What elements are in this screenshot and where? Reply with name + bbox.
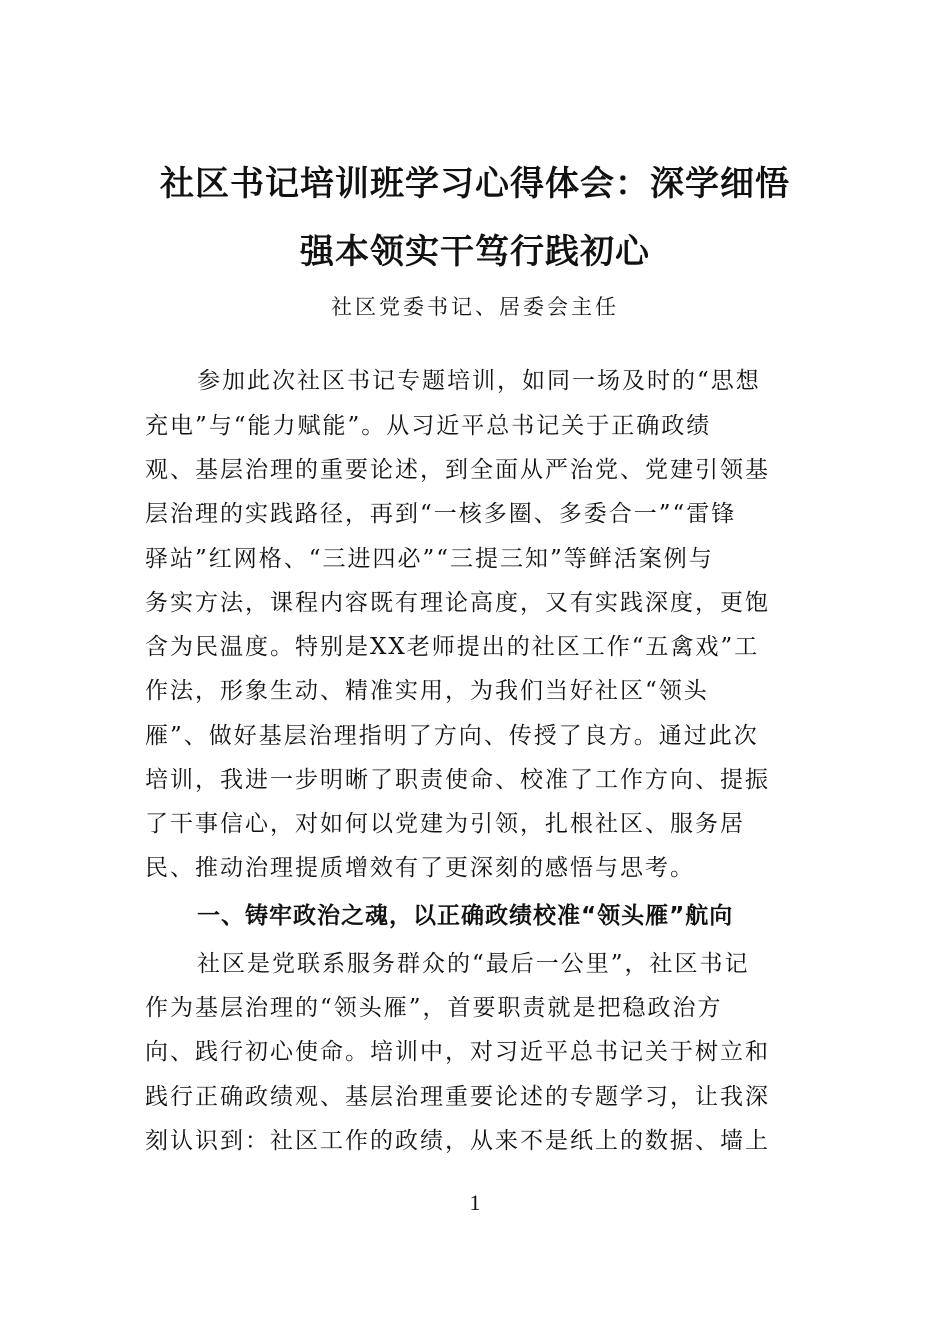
paragraph-1-line: 雁”、做好基层治理指明了方向、传授了良方。通过此次	[145, 723, 759, 749]
paragraph-2-line: 向、践行初心使命。培训中，对习近平总书记关于树立和	[145, 1039, 770, 1065]
document-title-line-1: 社区书记培训班学习心得体会：深学细悟	[160, 164, 790, 204]
paragraph-2-line: 作为基层治理的“领头雁”，首要职责就是把稳政治方	[145, 995, 723, 1021]
paragraph-1-line: 含为民温度。特别是XX老师提出的社区工作“五禽戏”工	[145, 634, 760, 660]
paragraph-1-line: 观、基层治理的重要论述，到全面从严治党、党建引领基	[145, 457, 770, 483]
paragraph-1-line: 作法，形象生动、精准实用，为我们当好社区“领头	[145, 678, 709, 704]
paragraph-1-line: 层治理的实践路径，再到“一核多圈、多委合一”“雷锋	[145, 501, 737, 527]
paragraph-1-line: 民、推动治理提质增效有了更深刻的感悟与思考。	[145, 855, 695, 881]
paragraph-1-line: 参加此次社区书记专题培训，如同一场及时的“思想	[197, 368, 761, 394]
paragraph-2-line: 践行正确政绩观、基层治理重要论述的专题学习，让我深	[145, 1084, 770, 1110]
paragraph-1-line: 务实方法，课程内容既有理论高度，又有实践深度，更饱	[145, 590, 770, 616]
section-1-heading: 一、铸牢政治之魂，以正确政绩校准“领头雁”航向	[197, 903, 734, 929]
document-author: 社区党委书记、居委会主任	[331, 295, 619, 319]
paragraph-2-line: 社区是党联系服务群众的“最后一公里”，社区书记	[197, 951, 750, 977]
paragraph-2-line: 刻认识到：社区工作的政绩，从来不是纸上的数据、墙上	[145, 1128, 770, 1154]
paragraph-1-line: 充电”与“能力赋能”。从习近平总书记关于正确政绩	[145, 413, 712, 439]
paragraph-1-line: 了干事信心，对如何以党建为引领，扎根社区、服务居	[145, 811, 745, 837]
paragraph-1-line: 驿站”红网格、“三进四必”“三提三知”等鲜活案例与	[145, 546, 714, 572]
paragraph-1-line: 培训，我进一步明晰了职责使命、校准了工作方向、提振	[145, 767, 770, 793]
page-number: 1	[469, 1190, 481, 1215]
document-title-line-2: 强本领实干笃行践初心	[300, 232, 650, 272]
